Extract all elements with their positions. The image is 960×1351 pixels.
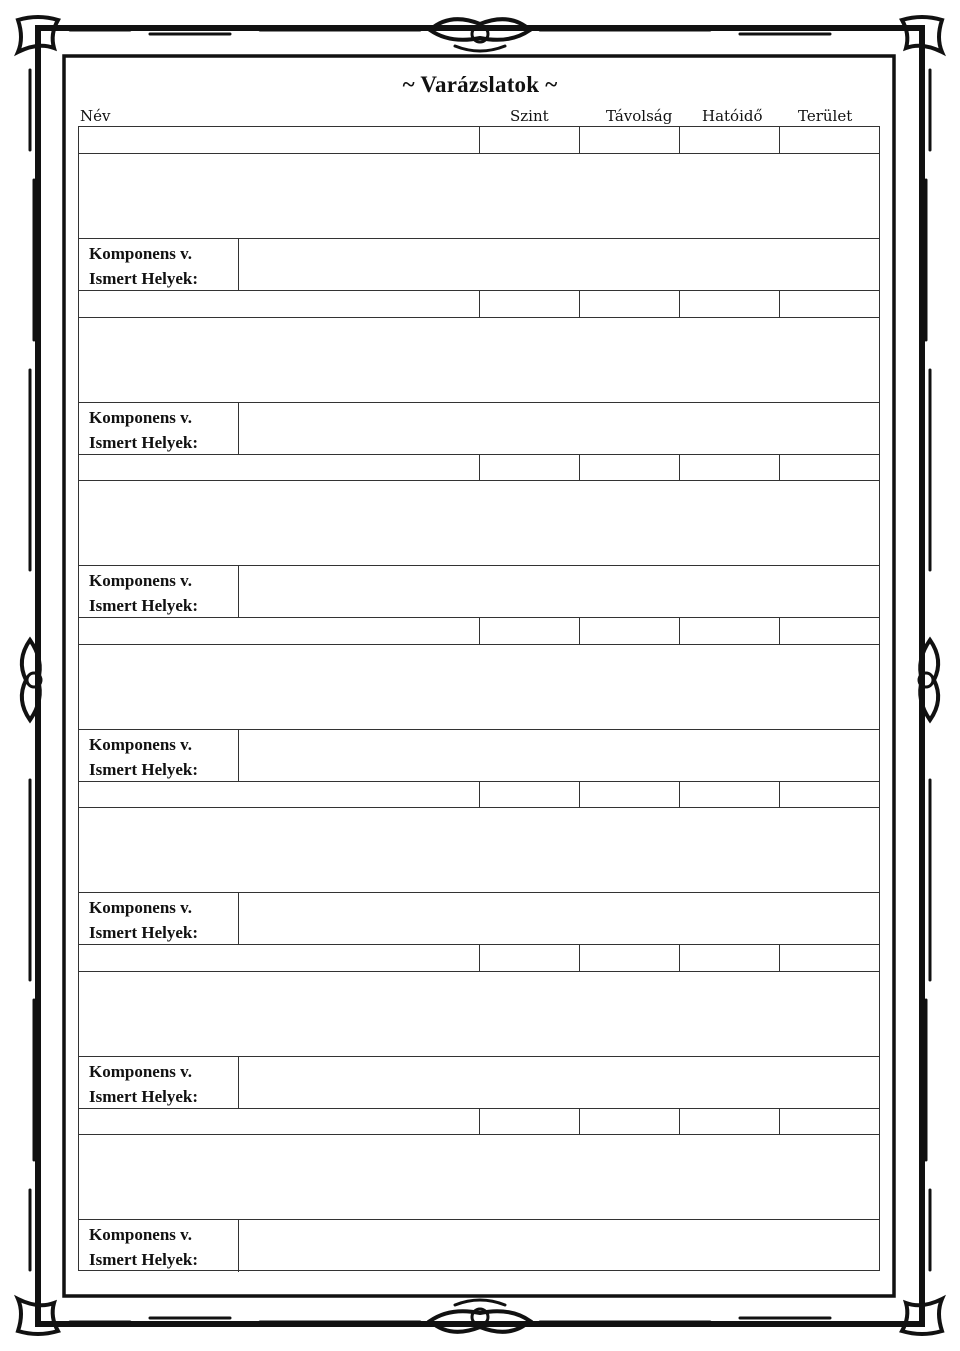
spell-level-field[interactable] <box>479 1108 579 1134</box>
spell-name-field[interactable] <box>79 781 479 807</box>
spell-description-field[interactable] <box>79 318 879 403</box>
spell-block <box>79 454 879 618</box>
spell-name-field[interactable] <box>79 618 479 644</box>
spell-range-field[interactable] <box>579 945 679 971</box>
spell-description-field[interactable] <box>79 154 879 239</box>
spell-components-field[interactable] <box>240 239 879 291</box>
components-label <box>79 403 239 455</box>
components-label-line2: Ismert Helyek: <box>89 1086 199 1106</box>
spell-stats-row <box>79 454 879 481</box>
spell-area-field[interactable] <box>779 454 879 480</box>
spell-stats-row <box>79 291 879 318</box>
page-title: ~ Varázslatok ~ <box>402 72 558 97</box>
spell-duration-field[interactable] <box>679 127 779 153</box>
spell-range-field[interactable] <box>579 454 679 480</box>
spell-components-row <box>79 893 879 945</box>
spell-components-row <box>79 1057 879 1109</box>
spell-description-field[interactable] <box>79 972 879 1057</box>
components-label-line1: Komponens v. <box>89 571 192 590</box>
components-label-line2: Ismert Helyek: <box>89 596 199 615</box>
spell-name-field[interactable] <box>79 454 479 480</box>
spell-area-field[interactable] <box>779 291 879 317</box>
spell-stats-row <box>79 618 879 645</box>
spell-range-field[interactable] <box>579 291 679 317</box>
components-label-line1: Komponens v. <box>89 734 192 754</box>
spell-components-row <box>79 239 879 291</box>
spell-duration-field[interactable] <box>679 454 779 480</box>
spell-block <box>79 781 879 945</box>
spell-stats-row <box>79 127 879 154</box>
spell-level-field[interactable] <box>479 781 579 807</box>
spell-duration-field[interactable] <box>679 781 779 807</box>
spell-level-field[interactable] <box>479 454 579 480</box>
header-duration: Hatóidő <box>702 107 763 125</box>
components-label-line2: Ismert Helyek: <box>89 269 199 288</box>
spell-components-field[interactable] <box>240 566 879 618</box>
spell-area-field[interactable] <box>779 945 879 971</box>
spell-duration-field[interactable] <box>679 618 779 644</box>
spell-stats-row <box>79 1108 879 1135</box>
spell-block <box>79 127 879 291</box>
spell-block <box>79 291 879 455</box>
components-label-line1: Komponens v. <box>89 1061 192 1081</box>
components-label-line2: Ismert Helyek: <box>89 923 199 942</box>
spell-components-row <box>79 1220 879 1272</box>
components-label <box>79 566 239 618</box>
spell-components-field[interactable] <box>240 893 879 945</box>
spell-name-field[interactable] <box>79 1108 479 1134</box>
components-label <box>79 730 239 782</box>
spell-range-field[interactable] <box>579 1108 679 1134</box>
spell-description-field[interactable] <box>79 808 879 893</box>
spell-stats-row <box>79 945 879 972</box>
spell-level-field[interactable] <box>479 945 579 971</box>
spell-name-field[interactable] <box>79 127 479 153</box>
spell-area-field[interactable] <box>779 1108 879 1134</box>
components-label-line1: Komponens v. <box>89 244 192 263</box>
spell-stats-row <box>79 781 879 808</box>
spell-block <box>79 945 879 1109</box>
spell-duration-field[interactable] <box>679 291 779 317</box>
spell-components-field[interactable] <box>240 730 879 782</box>
spell-range-field[interactable] <box>579 618 679 644</box>
spell-name-field[interactable] <box>79 291 479 317</box>
header-level: Szint <box>510 107 549 125</box>
spell-level-field[interactable] <box>479 618 579 644</box>
components-label-line1: Komponens v. <box>89 898 192 917</box>
components-label-line2: Ismert Helyek: <box>89 432 199 452</box>
spell-description-field[interactable] <box>79 645 879 730</box>
spell-range-field[interactable] <box>579 127 679 153</box>
spell-components-row <box>79 403 879 455</box>
components-label-line1: Komponens v. <box>89 407 192 427</box>
components-label <box>79 1057 239 1109</box>
spell-area-field[interactable] <box>779 127 879 153</box>
spell-level-field[interactable] <box>479 127 579 153</box>
spell-duration-field[interactable] <box>679 1108 779 1134</box>
components-label <box>79 893 239 945</box>
spell-block <box>79 618 879 782</box>
spell-area-field[interactable] <box>779 618 879 644</box>
spell-components-field[interactable] <box>240 1057 879 1109</box>
spell-components-row <box>79 730 879 782</box>
spell-range-field[interactable] <box>579 781 679 807</box>
spell-description-field[interactable] <box>79 481 879 566</box>
spell-name-field[interactable] <box>79 945 479 971</box>
header-range: Távolság <box>606 107 673 125</box>
spell-duration-field[interactable] <box>679 945 779 971</box>
spell-components-row <box>79 566 879 618</box>
spell-description-field[interactable] <box>79 1135 879 1220</box>
components-label <box>79 239 239 291</box>
spell-sheet <box>78 126 880 1271</box>
spell-block <box>79 1108 879 1272</box>
header-area: Terület <box>798 107 853 125</box>
components-label-line1: Komponens v. <box>89 1225 192 1244</box>
components-label-line2: Ismert Helyek: <box>89 759 199 779</box>
spell-area-field[interactable] <box>779 781 879 807</box>
spell-level-field[interactable] <box>479 291 579 317</box>
header-name: Név <box>80 107 111 125</box>
components-label-line2: Ismert Helyek: <box>89 1250 199 1269</box>
spell-components-field[interactable] <box>240 1220 879 1272</box>
components-label <box>79 1220 239 1272</box>
spell-components-field[interactable] <box>240 403 879 455</box>
